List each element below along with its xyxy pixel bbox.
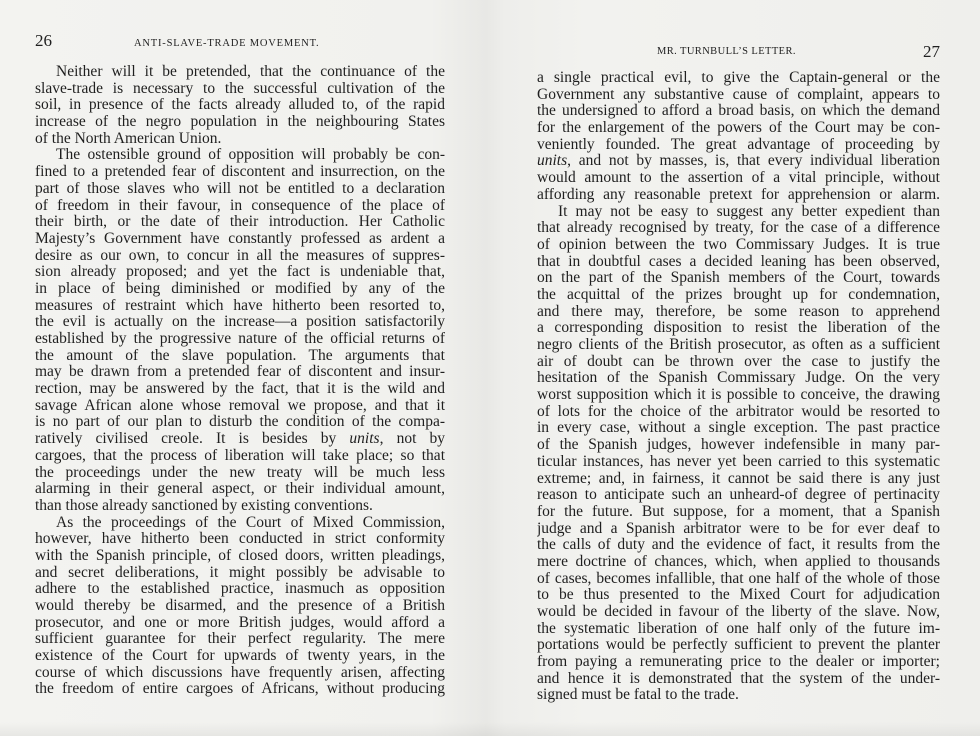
text-line: may be drawn from a pretended fear of discontent and insur- [35, 364, 445, 381]
text-line: of lots for the choice of the arbitrator would be resorted to [537, 403, 940, 420]
text-line: measures of restraint which have hitherto been resorted to, [35, 297, 445, 314]
text-line: of freedom in their favour, in consequence of the place of [35, 197, 445, 214]
text-line: and hence it is demonstrated that the system of the under- [537, 670, 940, 687]
page-number: 26 [35, 31, 52, 50]
text-line: Majesty’s Government have constantly professed as ardent a [35, 230, 445, 247]
text-line: savage African alone whose removal we propose, and that it [35, 397, 445, 414]
text-segment: , and not by masses, is, that every individual liberation [567, 153, 940, 170]
text-line: sufficient guarantee for their perfect regularity. The mere [35, 631, 445, 648]
text-line: a corresponding disposition to resist the liberation of the [537, 320, 940, 337]
text-segment: ratively civilised creole. It is besides by [35, 431, 350, 448]
text-line: and secret deliberations, it might possibly be advisable to [35, 564, 445, 581]
text-line: increase of the negro population in the neighbouring States [35, 114, 445, 131]
text-line: would amount to the assertion of a vital principle, without [537, 170, 940, 187]
text-line: the evil is actually on the increase—a position satisfactorily [35, 314, 445, 331]
text-line: adhere to the established practice, inasmuch as opposition [35, 581, 445, 598]
text-line: the calls of duty and the evidence of fact, it results from the [537, 537, 940, 554]
italic-word: units [349, 431, 380, 448]
text-line: judge and a Spanish arbitrator were to be for ever deaf to [537, 520, 940, 537]
text-line: portations would be perfectly sufficient to prevent the planter [537, 637, 940, 654]
text-line: of cases, becomes infallible, that one half of the whole of those [537, 570, 940, 587]
text-line: to be thus presented to the Mixed Court for adjudication [537, 587, 940, 604]
text-line: affording any reasonable pretext for apprehension or alarm. [537, 186, 940, 203]
text-line: that already recognised by treaty, for the case of a difference [537, 220, 940, 237]
text-line: alarming in their general aspect, or their individual amount, [35, 481, 445, 498]
text-line: Government any substantive cause of complaint, appears to [537, 86, 940, 103]
text-line: in place of being diminished or modified by any of the [35, 280, 445, 297]
text-line: would thereby be disarmed, and the presence of a British [35, 598, 445, 614]
text-line [537, 153, 940, 170]
text-line: from paying a remunerating price to the dealer or importer; [537, 654, 940, 671]
text-line: with the Spanish principle, of closed doors, written pleadings, [35, 547, 445, 564]
text-line: that in doubtful cases a decided leaning has been observed, [537, 253, 940, 270]
text-line: is no part of our plan to disturb the condition of the compa- [35, 414, 445, 431]
text-segment: , not by [379, 431, 445, 448]
text-line: the freedom of entire cargoes of Africans, without producing [35, 681, 445, 698]
text-line: of the Spanish judges, however indefensible in many par- [537, 437, 940, 454]
text-line: part of those slaves who will not be entitled to a declaration [35, 180, 445, 197]
running-head: MR. TURNBULL’S LETTER. [657, 46, 796, 57]
text-line: prosecutor, and one or more British judges, would afford a [35, 614, 445, 631]
text-column [537, 70, 940, 704]
text-line: mere doctrine of chances, which, when applied to thousands [537, 553, 940, 570]
text-line: slave-trade is necessary to the successful cultivation of the [35, 80, 445, 97]
text-line: extreme; and, in fairness, it cannot be said there is any just [537, 470, 940, 487]
text-line: a single practical evil, to give the Captain-general or the [537, 70, 940, 86]
text-line: their birth, or the date of their introduction. Her Catholic [35, 214, 445, 231]
text-line: the acquittal of the prizes brought up for condemnation, [537, 286, 940, 303]
text-line: sion already proposed; and yet the fact is undeniable that, [35, 264, 445, 281]
text-line: soil, in presence of the facts already alluded to, of the rapid [35, 97, 445, 114]
text-line: however, have hitherto been conducted in strict conformity [35, 531, 445, 548]
text-line: the amount of the slave population. The arguments that [35, 347, 445, 364]
text-line: the systematic liberation of one half only of the future im- [537, 620, 940, 637]
text-line: in every case, without a single exception. The past practice [537, 420, 940, 437]
text-line: The ostensible ground of opposition will probably be con- [56, 147, 445, 164]
text-line: of opinion between the two Commissary Judges. It is true [537, 236, 940, 253]
text-line: established by the progressive nature of the official returns of [35, 331, 445, 347]
text-line: fined to a pretended fear of discontent and insurrection, on the [35, 164, 445, 181]
text-line: the undersigned to afford a broad basis, on which the demand [537, 103, 940, 120]
text-line: on the part of the Spanish members of the Court, towards [537, 270, 940, 287]
text-line: air of doubt can be thrown over the case to justify the [537, 353, 940, 370]
running-head: ANTI-SLAVE-TRADE MOVEMENT. [134, 38, 320, 49]
text-line: worst supposition which it is possible to conceive, the drawing [537, 387, 940, 404]
text-line: than those already sanctioned by existing conventions. [35, 497, 373, 514]
text-line: existence of the Court for upwards of twenty years, in the [35, 648, 445, 665]
text-line: cargoes, that the process of liberation will take place; so that [35, 447, 445, 464]
text-line: for the enlargement of the powers of the Court may be con- [537, 120, 940, 137]
text-line: and there may, therefore, be some reason to apprehend [537, 303, 940, 320]
text-line [35, 431, 445, 448]
text-line: would be decided in favour of the liberty of the slave. Now, [537, 604, 940, 620]
text-column [35, 64, 445, 698]
text-line: veniently founded. The great advantage of proceeding by [537, 136, 940, 153]
text-line: negro clients of the British prosecutor, as often as a sufficient [537, 337, 940, 353]
text-line: It may not be easy to suggest any better expedient than [558, 203, 940, 220]
text-line: course of which discussions have frequently arisen, affecting [35, 664, 445, 681]
text-line: As the proceedings of the Court of Mixed Commission, [56, 514, 445, 531]
text-line: hesitation of the Spanish Commissary Judge. On the very [537, 370, 940, 387]
text-line: of the North American Union. [35, 130, 222, 147]
text-line: reason to anticipate such an unheard-of degree of pertinacity [537, 487, 940, 504]
text-line: Neither will it be pretended, that the continuance of the [56, 64, 445, 80]
text-line: the proceedings under the new treaty will be much less [35, 464, 445, 481]
text-line: signed must be fatal to the trade. [537, 687, 739, 704]
text-line: ticular instances, has never yet been carried to this systematic [537, 453, 940, 470]
page-number: 27 [923, 42, 940, 61]
text-line: for the future. But suppose, for a moment, that a Spanish [537, 503, 940, 520]
text-line: desire as our own, to concur in all the measures of suppres- [35, 247, 445, 264]
text-line: rection, may be answered by the fact, that it is the wild and [35, 381, 445, 398]
italic-word: units [537, 153, 568, 170]
